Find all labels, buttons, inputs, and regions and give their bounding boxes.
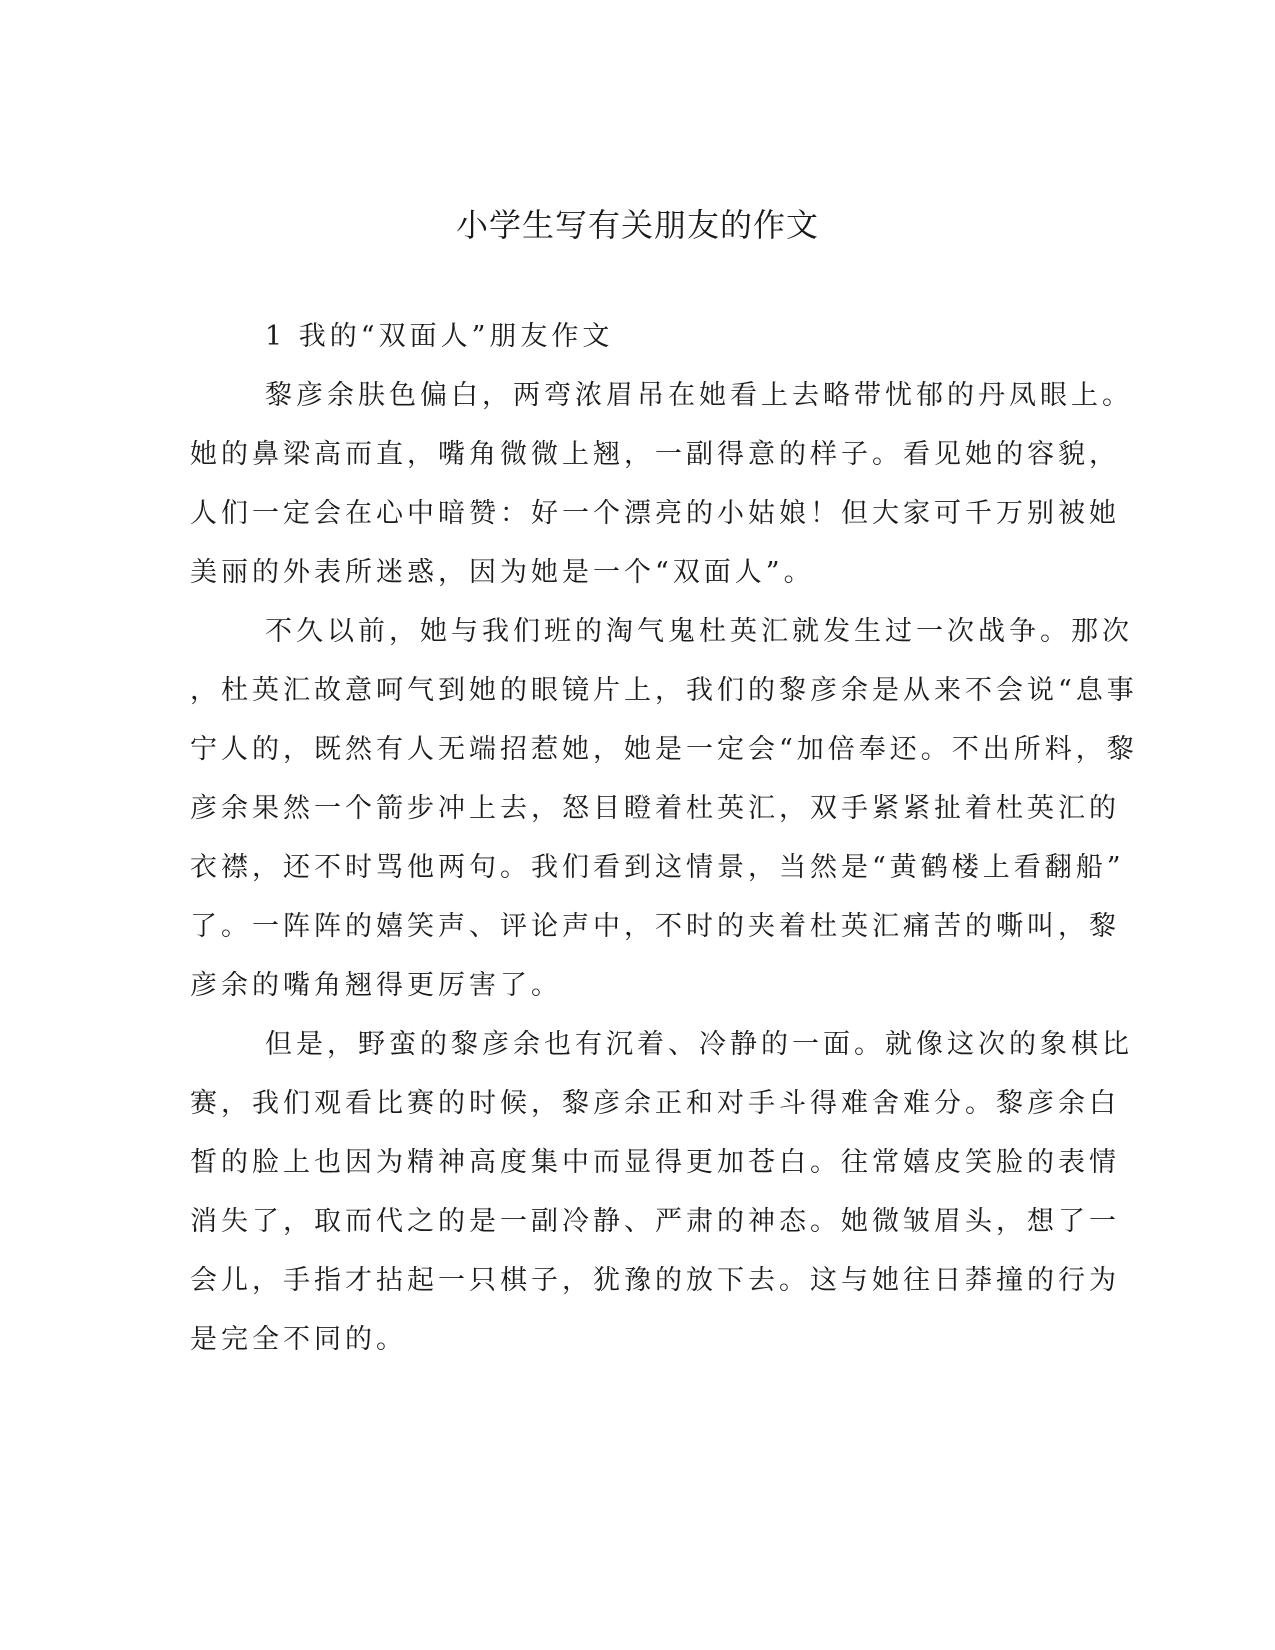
- document-title: 小学生写有关朋友的作文: [455, 206, 819, 244]
- paragraph-line: 她的鼻梁高而直，嘴角微微上翘，一副得意的样子。看见她的容貌，: [190, 439, 1120, 470]
- paragraph-line: 彦余果然一个箭步冲上去，怒目瞪着杜英汇，双手紧紧扯着杜英汇的: [190, 793, 1120, 824]
- paragraph-line: 人们一定会在心中暗赞：好一个漂亮的小姑娘！但大家可千万别被她: [190, 498, 1120, 529]
- paragraph-line: 宁人的，既然有人无端招惹她，她是一定会“加倍奉还。不出所料，黎: [190, 734, 1138, 765]
- paragraph-line: 了。一阵阵的嬉笑声、评论声中，不时的夹着杜英汇痛苦的嘶叫，黎: [190, 911, 1120, 942]
- paragraph-line: 美丽的外表所迷惑，因为她是一个“双面人”。: [190, 557, 815, 588]
- paragraph-line: 消失了，取而代之的是一副冷静、严肃的神态。她微皱眉头，想了一: [190, 1206, 1120, 1237]
- paragraph-line: 彦余的嘴角翘得更厉害了。: [190, 970, 562, 1001]
- paragraph-line: 会儿，手指才拈起一只棋子，犹豫的放下去。这与她往日莽撞的行为: [190, 1265, 1120, 1296]
- paragraph-line: 皙的脸上也因为精神高度集中而显得更加苍白。往常嬉皮笑脸的表情: [190, 1147, 1120, 1178]
- paragraph-line: ，杜英汇故意呵气到她的眼镜片上，我们的黎彦余是从来不会说“息事: [190, 675, 1138, 706]
- paragraph-line: 衣襟，还不时骂他两句。我们看到这情景，当然是“黄鹤楼上看翻船”: [190, 852, 1125, 883]
- paragraph-line: 黎彦余肤色偏白，两弯浓眉吊在她看上去略带忧郁的丹凤眼上。: [265, 380, 1133, 411]
- paragraph-line: 赛，我们观看比赛的时候，黎彦余正和对手斗得难舍难分。黎彦余白: [190, 1088, 1120, 1119]
- paragraph-line: 但是，野蛮的黎彦余也有沉着、冷静的一面。就像这次的象棋比: [265, 1029, 1133, 1060]
- paragraph-line: 不久以前，她与我们班的淘气鬼杜英汇就发生过一次战争。那次: [265, 616, 1133, 647]
- section-heading: 1 我的“双面人”朋友作文: [265, 321, 614, 352]
- paragraph-line: 是完全不同的。: [190, 1324, 407, 1355]
